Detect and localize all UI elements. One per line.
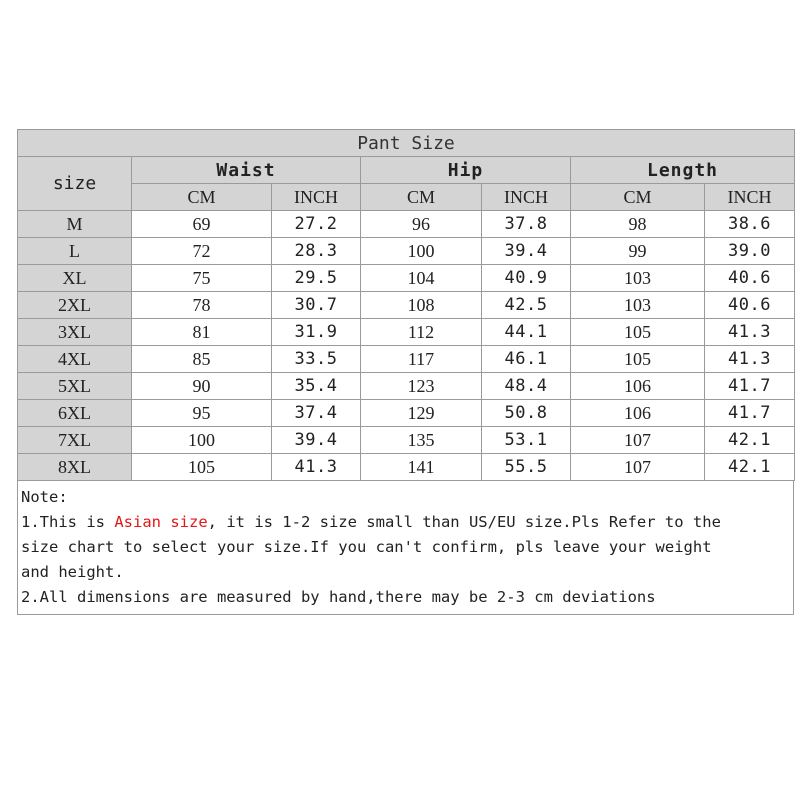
waist-cm-cell: 100 xyxy=(132,427,272,454)
length-cm-cell: 106 xyxy=(571,400,705,427)
waist-cm-cell: 69 xyxy=(132,211,272,238)
hip-cm-cell: 100 xyxy=(361,238,482,265)
size-column-header: size xyxy=(18,157,132,211)
note-1-prefix: 1.This is xyxy=(21,513,115,531)
length-inch-cell: 40.6 xyxy=(705,292,795,319)
length-cm-cell: 98 xyxy=(571,211,705,238)
length-group-header: Length xyxy=(571,157,795,184)
hip-cm-cell: 96 xyxy=(361,211,482,238)
table-row xyxy=(18,346,795,373)
table-row xyxy=(18,400,795,427)
table-row xyxy=(18,373,795,400)
waist-inch-cell: 30.7 xyxy=(272,292,361,319)
length-cm-cell: 103 xyxy=(571,265,705,292)
length-inch-cell: 39.0 xyxy=(705,238,795,265)
hip-inch-header: INCH xyxy=(482,184,571,211)
hip-cm-cell: 117 xyxy=(361,346,482,373)
length-cm-cell: 106 xyxy=(571,373,705,400)
table-row xyxy=(18,211,795,238)
waist-cm-cell: 81 xyxy=(132,319,272,346)
size-label: 3XL xyxy=(18,319,132,346)
note-line-2: size chart to select your size.If you can't confirm, pls leave your weight xyxy=(21,538,712,556)
length-inch-cell: 41.7 xyxy=(705,373,795,400)
waist-cm-header: CM xyxy=(132,184,272,211)
waist-cm-cell: 105 xyxy=(132,454,272,481)
table-title: Pant Size xyxy=(18,130,795,157)
length-cm-header: CM xyxy=(571,184,705,211)
size-label: M xyxy=(18,211,132,238)
size-label: 6XL xyxy=(18,400,132,427)
length-inch-cell: 41.3 xyxy=(705,346,795,373)
length-inch-cell: 41.3 xyxy=(705,319,795,346)
hip-inch-cell: 40.9 xyxy=(482,265,571,292)
length-inch-cell: 38.6 xyxy=(705,211,795,238)
waist-inch-cell: 39.4 xyxy=(272,427,361,454)
waist-inch-header: INCH xyxy=(272,184,361,211)
length-cm-cell: 105 xyxy=(571,346,705,373)
length-inch-cell: 41.7 xyxy=(705,400,795,427)
size-label: 7XL xyxy=(18,427,132,454)
hip-cm-cell: 129 xyxy=(361,400,482,427)
waist-inch-cell: 28.3 xyxy=(272,238,361,265)
table-row xyxy=(18,265,795,292)
hip-inch-cell: 37.8 xyxy=(482,211,571,238)
size-label: XL xyxy=(18,265,132,292)
length-cm-cell: 99 xyxy=(571,238,705,265)
note-line-3: and height. xyxy=(21,563,124,581)
asian-size-highlight: Asian size xyxy=(114,513,208,531)
table-row xyxy=(18,238,795,265)
table-row xyxy=(18,454,795,481)
hip-cm-cell: 135 xyxy=(361,427,482,454)
note-line-1 xyxy=(21,510,793,535)
waist-inch-cell: 35.4 xyxy=(272,373,361,400)
size-label: L xyxy=(18,238,132,265)
hip-inch-cell: 48.4 xyxy=(482,373,571,400)
hip-group-header: Hip xyxy=(361,157,571,184)
waist-inch-cell: 31.9 xyxy=(272,319,361,346)
hip-cm-cell: 108 xyxy=(361,292,482,319)
length-cm-cell: 107 xyxy=(571,454,705,481)
hip-cm-cell: 104 xyxy=(361,265,482,292)
waist-cm-cell: 75 xyxy=(132,265,272,292)
length-inch-header: INCH xyxy=(705,184,795,211)
hip-inch-cell: 39.4 xyxy=(482,238,571,265)
length-cm-cell: 105 xyxy=(571,319,705,346)
waist-inch-cell: 37.4 xyxy=(272,400,361,427)
hip-inch-cell: 42.5 xyxy=(482,292,571,319)
length-cm-cell: 107 xyxy=(571,427,705,454)
size-label: 2XL xyxy=(18,292,132,319)
waist-cm-cell: 72 xyxy=(132,238,272,265)
length-inch-cell: 42.1 xyxy=(705,427,795,454)
waist-cm-cell: 85 xyxy=(132,346,272,373)
size-label: 8XL xyxy=(18,454,132,481)
hip-inch-cell: 55.5 xyxy=(482,454,571,481)
hip-cm-cell: 123 xyxy=(361,373,482,400)
note-1-suffix: , it is 1-2 size small than US/EU size.Pls Refer to the xyxy=(207,513,721,531)
waist-group-header: Waist xyxy=(132,157,361,184)
size-label: 4XL xyxy=(18,346,132,373)
table-row xyxy=(18,427,795,454)
hip-inch-cell: 53.1 xyxy=(482,427,571,454)
waist-inch-cell: 29.5 xyxy=(272,265,361,292)
note-line-4: 2.All dimensions are measured by hand,there may be 2-3 cm deviations xyxy=(21,588,656,606)
length-cm-cell: 103 xyxy=(571,292,705,319)
length-inch-cell: 42.1 xyxy=(705,454,795,481)
hip-inch-cell: 50.8 xyxy=(482,400,571,427)
hip-cm-cell: 112 xyxy=(361,319,482,346)
waist-inch-cell: 33.5 xyxy=(272,346,361,373)
notes-heading: Note: xyxy=(21,488,68,506)
notes-box xyxy=(17,481,794,615)
waist-cm-cell: 78 xyxy=(132,292,272,319)
hip-inch-cell: 46.1 xyxy=(482,346,571,373)
waist-cm-cell: 90 xyxy=(132,373,272,400)
hip-cm-header: CM xyxy=(361,184,482,211)
size-label: 5XL xyxy=(18,373,132,400)
hip-cm-cell: 141 xyxy=(361,454,482,481)
waist-inch-cell: 27.2 xyxy=(272,211,361,238)
length-inch-cell: 40.6 xyxy=(705,265,795,292)
size-chart xyxy=(17,129,794,615)
waist-inch-cell: 41.3 xyxy=(272,454,361,481)
pant-size-table xyxy=(17,129,795,481)
hip-inch-cell: 44.1 xyxy=(482,319,571,346)
table-row xyxy=(18,319,795,346)
table-row xyxy=(18,292,795,319)
waist-cm-cell: 95 xyxy=(132,400,272,427)
